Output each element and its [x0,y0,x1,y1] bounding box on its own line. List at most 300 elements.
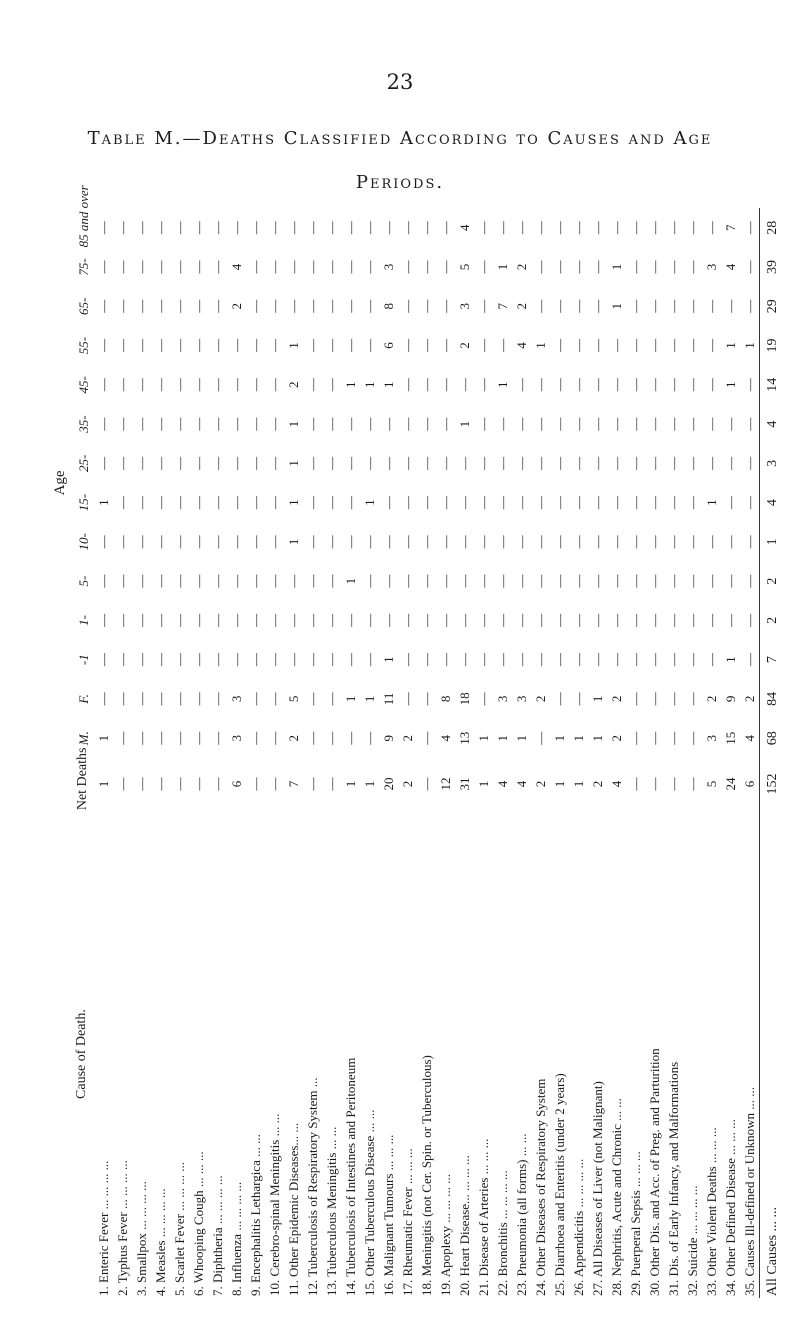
age-cell: — [684,417,700,431]
age-cell: — [494,653,510,667]
age-cell: — [399,221,415,235]
age-cell: — [665,574,681,588]
age-cell: — [114,496,130,510]
age-cell: 1 [285,460,301,467]
age-cell: 4 [722,263,738,271]
age-cell: — [152,221,168,235]
cause-cell: 12. Tuberculosis of Respiratory System ... [304,1077,320,1296]
age-cell: 3 [456,303,472,310]
female-cell: — [551,692,567,706]
age-cell: — [437,653,453,667]
age-cell: — [304,456,320,470]
age-cell: — [475,339,491,353]
deaths-table [50,185,780,1298]
cause-cell: 19. Apoplexy ... ... ... ... [437,1173,453,1296]
age-cell: — [95,417,111,431]
age-cell: — [646,456,662,470]
age-cell: — [171,339,187,353]
age-cell: — [722,417,738,431]
net-deaths-cell: 7 [285,780,301,788]
age-cell: — [323,574,339,588]
age-cell: — [152,339,168,353]
age-cell: — [589,417,605,431]
total-age-cell: 4 [760,404,787,443]
table-row [94,208,113,1298]
table-row [341,208,360,1298]
age-cell: 1 [285,342,301,349]
cause-cell: 20. Heart Disease... ... ... ... [456,1155,472,1296]
age-cell: — [209,456,225,470]
cause-cell: 27. All Diseases of Liver (not Malignant) [589,1081,605,1296]
age-cell: — [247,574,263,588]
total-female: 84 [760,679,787,718]
table-row [702,208,721,1298]
age-cell: — [608,535,624,549]
age-cell: — [494,535,510,549]
age-cell: — [437,260,453,274]
age-cell: — [665,221,681,235]
female-cell: — [95,692,111,706]
age-cell: — [437,299,453,313]
age-cell: — [342,496,358,510]
age-cell: — [589,496,605,510]
cause-cell: 7. Diphtheria ... ... ... ... [209,1175,225,1296]
age-cell: — [133,378,149,392]
age-cell: — [570,221,586,235]
age-column-header: 45- [76,376,91,394]
cause-cell: 31. Dis. of Early Infancy, and Malformations [665,1061,681,1296]
cause-cell: 29. Puerperal Sepsis ... ... ... [627,1151,643,1296]
age-cell: — [95,378,111,392]
female-cell: — [646,692,662,706]
table-row [721,208,740,1298]
table-row [284,208,303,1298]
age-column-header: 1- [76,614,91,626]
age-column-header: 85 and over [76,185,91,248]
age-cell: — [342,613,358,627]
age-cell: — [247,535,263,549]
age-cell: — [627,260,643,274]
male-cell: 1 [513,734,529,742]
age-cell: — [190,378,206,392]
age-cell: — [513,456,529,470]
age-cell: — [171,535,187,549]
age-cell: — [323,378,339,392]
age-cell: — [665,299,681,313]
net-deaths-cell: 6 [228,780,244,788]
age-cell: — [551,417,567,431]
male-cell: — [209,731,225,745]
deaths-table-grid [50,185,786,1298]
female-cell: — [399,692,415,706]
age-cell: — [513,378,529,392]
age-cell: 1 [95,499,111,506]
net-deaths-cell: 1 [342,780,358,788]
sex-column-header: M. [76,731,91,746]
age-cell: — [342,417,358,431]
total-age-cell: 29 [760,287,787,326]
age-cell: — [209,339,225,353]
age-cell: — [532,613,548,627]
cause-cell: 6. Whooping Cough ... ... ... [190,1151,206,1296]
female-cell: — [171,692,187,706]
age-cell: 3 [380,263,396,271]
age-cell: — [684,613,700,627]
age-column-header: 5- [76,575,91,587]
age-cell: — [551,378,567,392]
age-cell: — [551,653,567,667]
age-cell: — [684,456,700,470]
table-row [550,208,569,1298]
net-deaths-cell: 2 [399,780,415,788]
age-cell: — [209,653,225,667]
age-cell: — [171,574,187,588]
female-cell: 1 [342,695,358,703]
age-cell: — [190,339,206,353]
cause-cell: 22. Bronchitis ... ... ... ... [494,1170,510,1296]
age-cell: — [741,535,757,549]
age-cell: — [190,299,206,313]
age-cell: — [399,535,415,549]
table-row [683,208,702,1298]
age-cell: — [437,417,453,431]
age-cell: — [589,535,605,549]
net-deaths-cell: 4 [608,780,624,788]
age-cell: — [342,221,358,235]
age-cell: — [361,574,377,588]
table-row [417,208,436,1298]
age-cell: — [228,456,244,470]
age-cell: — [247,496,263,510]
age-cell: — [266,339,282,353]
age-cell: 8 [380,303,396,310]
net-deaths-cell: 6 [741,780,757,788]
age-cell: — [703,653,719,667]
age-cell: — [228,378,244,392]
age-cell: — [190,417,206,431]
net-deaths-cell: — [133,777,149,791]
table-row [246,208,265,1298]
total-age-cell: 28 [760,208,787,247]
age-cell: — [114,260,130,274]
age-cell: — [475,574,491,588]
age-cell: — [209,535,225,549]
age-cell: — [171,378,187,392]
age-cell: — [342,299,358,313]
age-cell: 5 [456,263,472,271]
age-cell: — [684,653,700,667]
age-cell: — [209,574,225,588]
age-cell: — [646,260,662,274]
age-cell: — [513,574,529,588]
age-cell: — [247,260,263,274]
age-cell: — [209,496,225,510]
age-cell: — [627,417,643,431]
age-cell: — [627,574,643,588]
female-cell: — [323,692,339,706]
female-cell: — [627,692,643,706]
age-cell: — [399,299,415,313]
age-cell: 1 [342,577,358,585]
age-cell: — [475,535,491,549]
age-cell: — [608,613,624,627]
age-cell: — [304,496,320,510]
net-deaths-cell: — [247,777,263,791]
age-cell: 1 [361,499,377,506]
cause-column-header: Cause of Death. [74,1009,89,1099]
age-cell: — [190,221,206,235]
total-age-cell: 1 [760,522,787,561]
table-row [360,208,379,1298]
female-cell: — [114,692,130,706]
age-cell: — [380,496,396,510]
cause-cell: 35. Causes Ill-defined or Unknown ... ... [741,1086,757,1296]
age-cell: — [627,339,643,353]
age-cell: — [646,574,662,588]
cause-cell: 10. Cerebro-spinal Meningitis ... ... [266,1113,282,1296]
age-cell: — [95,574,111,588]
age-cell: — [133,456,149,470]
total-male: 68 [760,719,787,758]
table-row [379,208,398,1298]
age-cell: — [741,613,757,627]
female-cell: — [418,692,434,706]
age-cell: — [684,574,700,588]
age-cell: — [95,535,111,549]
age-cell: — [646,378,662,392]
age-cell: — [304,378,320,392]
age-cell: — [209,613,225,627]
age-cell: — [228,535,244,549]
age-cell: — [646,339,662,353]
female-cell: — [152,692,168,706]
age-column-header: 65- [76,297,91,315]
age-cell: — [361,221,377,235]
age-cell: — [703,456,719,470]
male-cell: 3 [228,734,244,742]
age-cell: — [114,456,130,470]
age-cell: — [570,299,586,313]
age-cell: — [627,535,643,549]
age-cell: — [741,653,757,667]
age-cell: — [570,260,586,274]
age-cell: — [304,339,320,353]
age-cell: — [494,613,510,627]
male-cell: — [190,731,206,745]
age-cell: — [285,653,301,667]
age-cell: 6 [380,342,396,349]
net-deaths-header: Net Deaths [75,747,90,811]
age-cell: — [304,613,320,627]
table-row [227,208,246,1298]
age-cell: — [190,613,206,627]
age-cell: — [475,613,491,627]
age-cell: — [475,496,491,510]
age-cell: — [722,535,738,549]
age-cell: — [741,456,757,470]
net-deaths-cell: — [665,777,681,791]
age-cell: — [684,496,700,510]
female-cell: 1 [361,695,377,703]
age-cell: — [133,221,149,235]
total-age-cell: 2 [760,601,787,640]
age-cell: — [114,221,130,235]
age-cell: — [532,574,548,588]
male-cell: 3 [703,734,719,742]
age-cell: — [266,496,282,510]
age-cell: — [323,299,339,313]
male-cell: 2 [608,734,624,742]
age-cell: — [608,417,624,431]
male-cell: 15 [722,731,738,745]
age-cell: — [570,417,586,431]
age-cell: — [475,221,491,235]
age-cell: — [399,456,415,470]
age-cell: — [532,260,548,274]
age-cell: — [266,378,282,392]
age-column-header: 10- [76,533,91,551]
age-cell: — [342,339,358,353]
age-cell: — [133,535,149,549]
age-cell: — [171,221,187,235]
age-cell: — [627,378,643,392]
age-cell: — [627,653,643,667]
cause-cell: 28. Nephritis, Acute and Chronic ... ... [608,1098,624,1296]
age-cell: 2 [456,342,472,349]
female-cell: 3 [513,695,529,703]
age-cell: — [323,339,339,353]
age-cell: — [247,378,263,392]
age-cell: — [703,378,719,392]
table-row [531,208,550,1298]
female-cell: 3 [228,695,244,703]
male-cell: — [171,731,187,745]
age-cell: 2 [513,303,529,310]
net-deaths-cell: — [266,777,282,791]
net-deaths-cell: 5 [703,780,719,788]
age-cell: — [114,613,130,627]
age-cell: — [513,535,529,549]
age-cell: 1 [722,381,738,389]
age-cell: 7 [494,303,510,310]
age-cell: — [513,417,529,431]
cause-cell: 25. Diarrhoea and Enteritis (under 2 years) [551,1073,567,1296]
age-cell: — [285,221,301,235]
age-cell: — [304,535,320,549]
net-deaths-cell: 1 [570,780,586,788]
age-cell: — [570,574,586,588]
age-cell: — [266,417,282,431]
age-cell: — [608,378,624,392]
age-cell: — [532,535,548,549]
age-cell: 1 [494,263,510,271]
age-cell: — [475,417,491,431]
age-cell: — [532,299,548,313]
age-column-header: 55- [76,336,91,355]
net-deaths-cell: — [684,777,700,791]
age-cell: 4 [456,224,472,231]
age-cell: — [152,378,168,392]
table-row [132,208,151,1298]
age-cell: — [608,496,624,510]
female-cell: 11 [380,692,396,706]
age-cell: — [133,417,149,431]
age-cell: 1 [380,656,396,663]
male-cell: 1 [95,734,111,742]
age-cell: — [342,653,358,667]
female-cell: 9 [722,695,738,703]
cause-cell: 5. Scarlet Fever ... ... ... ... [171,1162,187,1296]
age-cell: — [399,378,415,392]
cause-cell: 34. Other Defined Disease ... ... ... [722,1119,738,1296]
cause-cell: 15. Other Tuberculous Disease ... ... [361,1109,377,1296]
age-cell: 1 [608,263,624,271]
age-cell: — [228,417,244,431]
net-deaths-cell: — [627,777,643,791]
age-cell: — [361,260,377,274]
table-row [607,208,626,1298]
age-cell: — [456,653,472,667]
female-cell: 2 [532,695,548,703]
age-cell: — [399,339,415,353]
age-cell: — [95,653,111,667]
age-cell: — [456,456,472,470]
age-cell: — [627,221,643,235]
age-cell: — [627,299,643,313]
age-cell: — [171,456,187,470]
age-cell: 1 [361,381,377,389]
male-cell: 1 [570,734,586,742]
age-cell: — [418,456,434,470]
age-cell: — [228,221,244,235]
age-cell: — [532,456,548,470]
age-cell: — [513,496,529,510]
age-cell: — [551,574,567,588]
age-cell: — [722,496,738,510]
age-cell: — [323,613,339,627]
age-cell: — [399,653,415,667]
age-cell: — [532,221,548,235]
female-cell: 8 [437,695,453,703]
age-cell: — [247,339,263,353]
age-cell: — [152,613,168,627]
total-age-cell: 4 [760,483,787,522]
total-age-cell: 19 [760,326,787,365]
age-cell: — [95,299,111,313]
age-cell: — [684,339,700,353]
net-deaths-cell: 2 [532,780,548,788]
age-cell: — [342,260,358,274]
age-column-header: 15- [76,493,91,512]
age-cell: 1 [285,538,301,546]
age-cell: — [513,221,529,235]
age-cell: 1 [722,342,738,349]
age-cell: — [494,221,510,235]
age-cell: — [665,496,681,510]
age-cell: — [551,339,567,353]
age-cell: — [133,299,149,313]
net-deaths-cell: 24 [722,777,738,791]
age-cell: — [361,339,377,353]
age-cell: — [361,456,377,470]
net-deaths-cell: — [114,777,130,791]
total-age-cell: 7 [760,640,787,679]
age-cell: — [361,613,377,627]
age-cell: — [437,613,453,627]
age-cell: — [228,339,244,353]
age-cell: 1 [703,499,719,506]
table-row [474,208,493,1298]
